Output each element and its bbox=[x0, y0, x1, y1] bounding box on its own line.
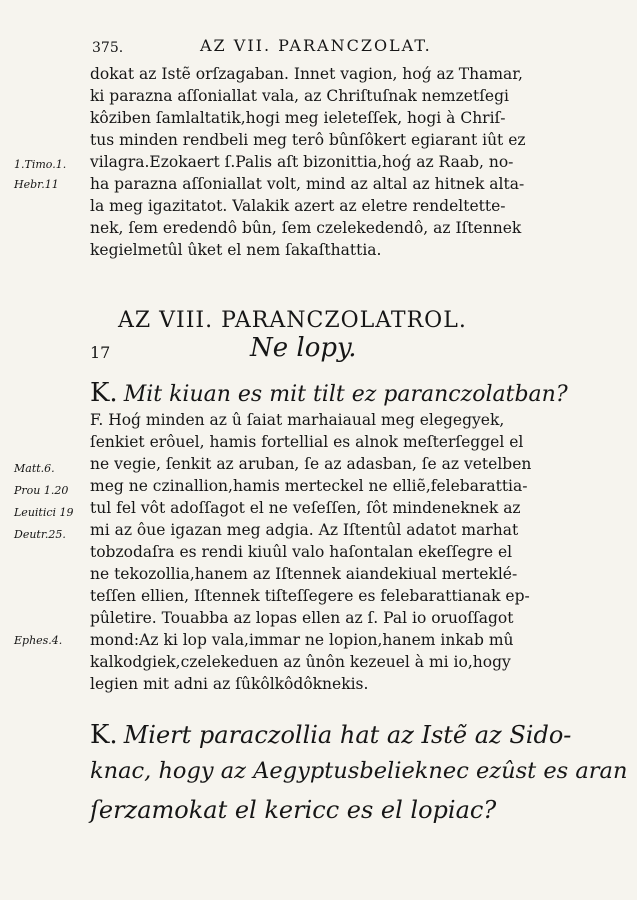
question-1 bbox=[90, 378, 568, 408]
text-line: ſenkiet erôuel, hamis fortellial es alnok meſterſeggel el bbox=[90, 433, 524, 451]
section-heading: AZ VIII. PARANCZOLATROL. bbox=[118, 308, 467, 333]
text-line: mond:Az ki lop vala,immar ne lopion,hanem inkab mû bbox=[90, 631, 514, 649]
chapter-number: 17 bbox=[90, 343, 111, 362]
question-2 bbox=[90, 720, 571, 750]
page-number: 375. bbox=[92, 40, 124, 56]
text-line: ne tekozollia,hanem az Iſtennek aiandekiual merteklé- bbox=[90, 565, 518, 583]
text-line: tul fel vôt adoſſagot el ne veſeſſen, ſôt mindeneknek az bbox=[90, 499, 521, 517]
text-line: mi az ôue igazan meg adgia. Az Iſtentûl adatot marhat bbox=[90, 521, 519, 539]
margin-note: Leuitici 19 bbox=[14, 506, 74, 519]
text-line: teſſen ellien, Iſtennek tiſteſſegere es felebarattianak ep- bbox=[90, 587, 530, 605]
margin-note: Prou 1.20 bbox=[14, 484, 69, 497]
text-line: vilagra.Ezokaert ſ.Palis aſt bizonittia,hoǵ az Raab, no- bbox=[90, 153, 514, 171]
text-line: tus minden rendbeli meg terô bûnſôkert egiarant iût ez bbox=[90, 131, 526, 149]
running-title: AZ VII. PARANCZOLAT. bbox=[200, 36, 432, 55]
text-line: kegielmetûl ûket el nem ſakaſthattia. bbox=[90, 241, 382, 259]
section-subtitle: Ne lopy. bbox=[250, 333, 357, 363]
question-text: Miert paraczollia hat az Istẽ az Sido- bbox=[123, 721, 572, 749]
margin-note: Ephes.4. bbox=[14, 634, 63, 647]
text-line: ki parazna aſſoniallat vala, az Chriſtuſnak nemzetſegi bbox=[90, 87, 509, 105]
margin-note: Deutr.25. bbox=[14, 528, 66, 541]
text-line: la meg igazitatot. Valakik azert az eletre rendeltette- bbox=[90, 197, 506, 215]
question-text: Mit kiuan es mit tilt ez paranczolatban? bbox=[123, 382, 568, 407]
margin-note: 1.Timo.1. bbox=[14, 158, 67, 171]
question-marker: K. bbox=[90, 378, 118, 408]
text-line: meg ne czinallion,hamis merteckel ne elliẽ,felebarattia- bbox=[90, 477, 528, 495]
text-line: pûletire. Touabba az lopas ellen az ſ. Pal io oruoſſagot bbox=[90, 609, 514, 627]
text-line: ha parazna aſſoniallat volt, mind az altal az hitnek alta- bbox=[90, 175, 525, 193]
question-marker: K. bbox=[90, 720, 118, 750]
margin-note: Hebr.11 bbox=[14, 178, 59, 191]
question-text: knac, hogy az Aegyptusbelieknec ezûst es aran bbox=[90, 758, 628, 784]
text-line: legien mit adni az ſûkôlkôdôknekis. bbox=[90, 675, 369, 693]
text-line: dokat az Istẽ orſzagaban. Innet vagion, hoǵ az Thamar, bbox=[90, 65, 523, 83]
text-line: tobzodaſra es rendi kiuûl valo haſontalan ekeſſegre el bbox=[90, 543, 513, 561]
question-text: ſerzamokat el kericc es el lopiac? bbox=[90, 796, 497, 824]
text-line: nek, ſem eredendô bûn, ſem czelekedendô, az Iſtennek bbox=[90, 219, 522, 237]
text-line: F. Hoǵ minden az û ſaiat marhaiaual meg elegegyek, bbox=[90, 411, 505, 429]
margin-note: Matt.6. bbox=[14, 462, 55, 475]
text-line: kalkodgiek,czelekeduen az ûnôn kezeuel à mi io,hogy bbox=[90, 653, 511, 671]
text-line: ne vegie, ſenkit az aruban, ſe az adasban, ſe az vetelben bbox=[90, 455, 532, 473]
text-line: kôziben ſamlaltatik,hogi meg ieleteſſek, hogi à Chriſ- bbox=[90, 109, 506, 127]
